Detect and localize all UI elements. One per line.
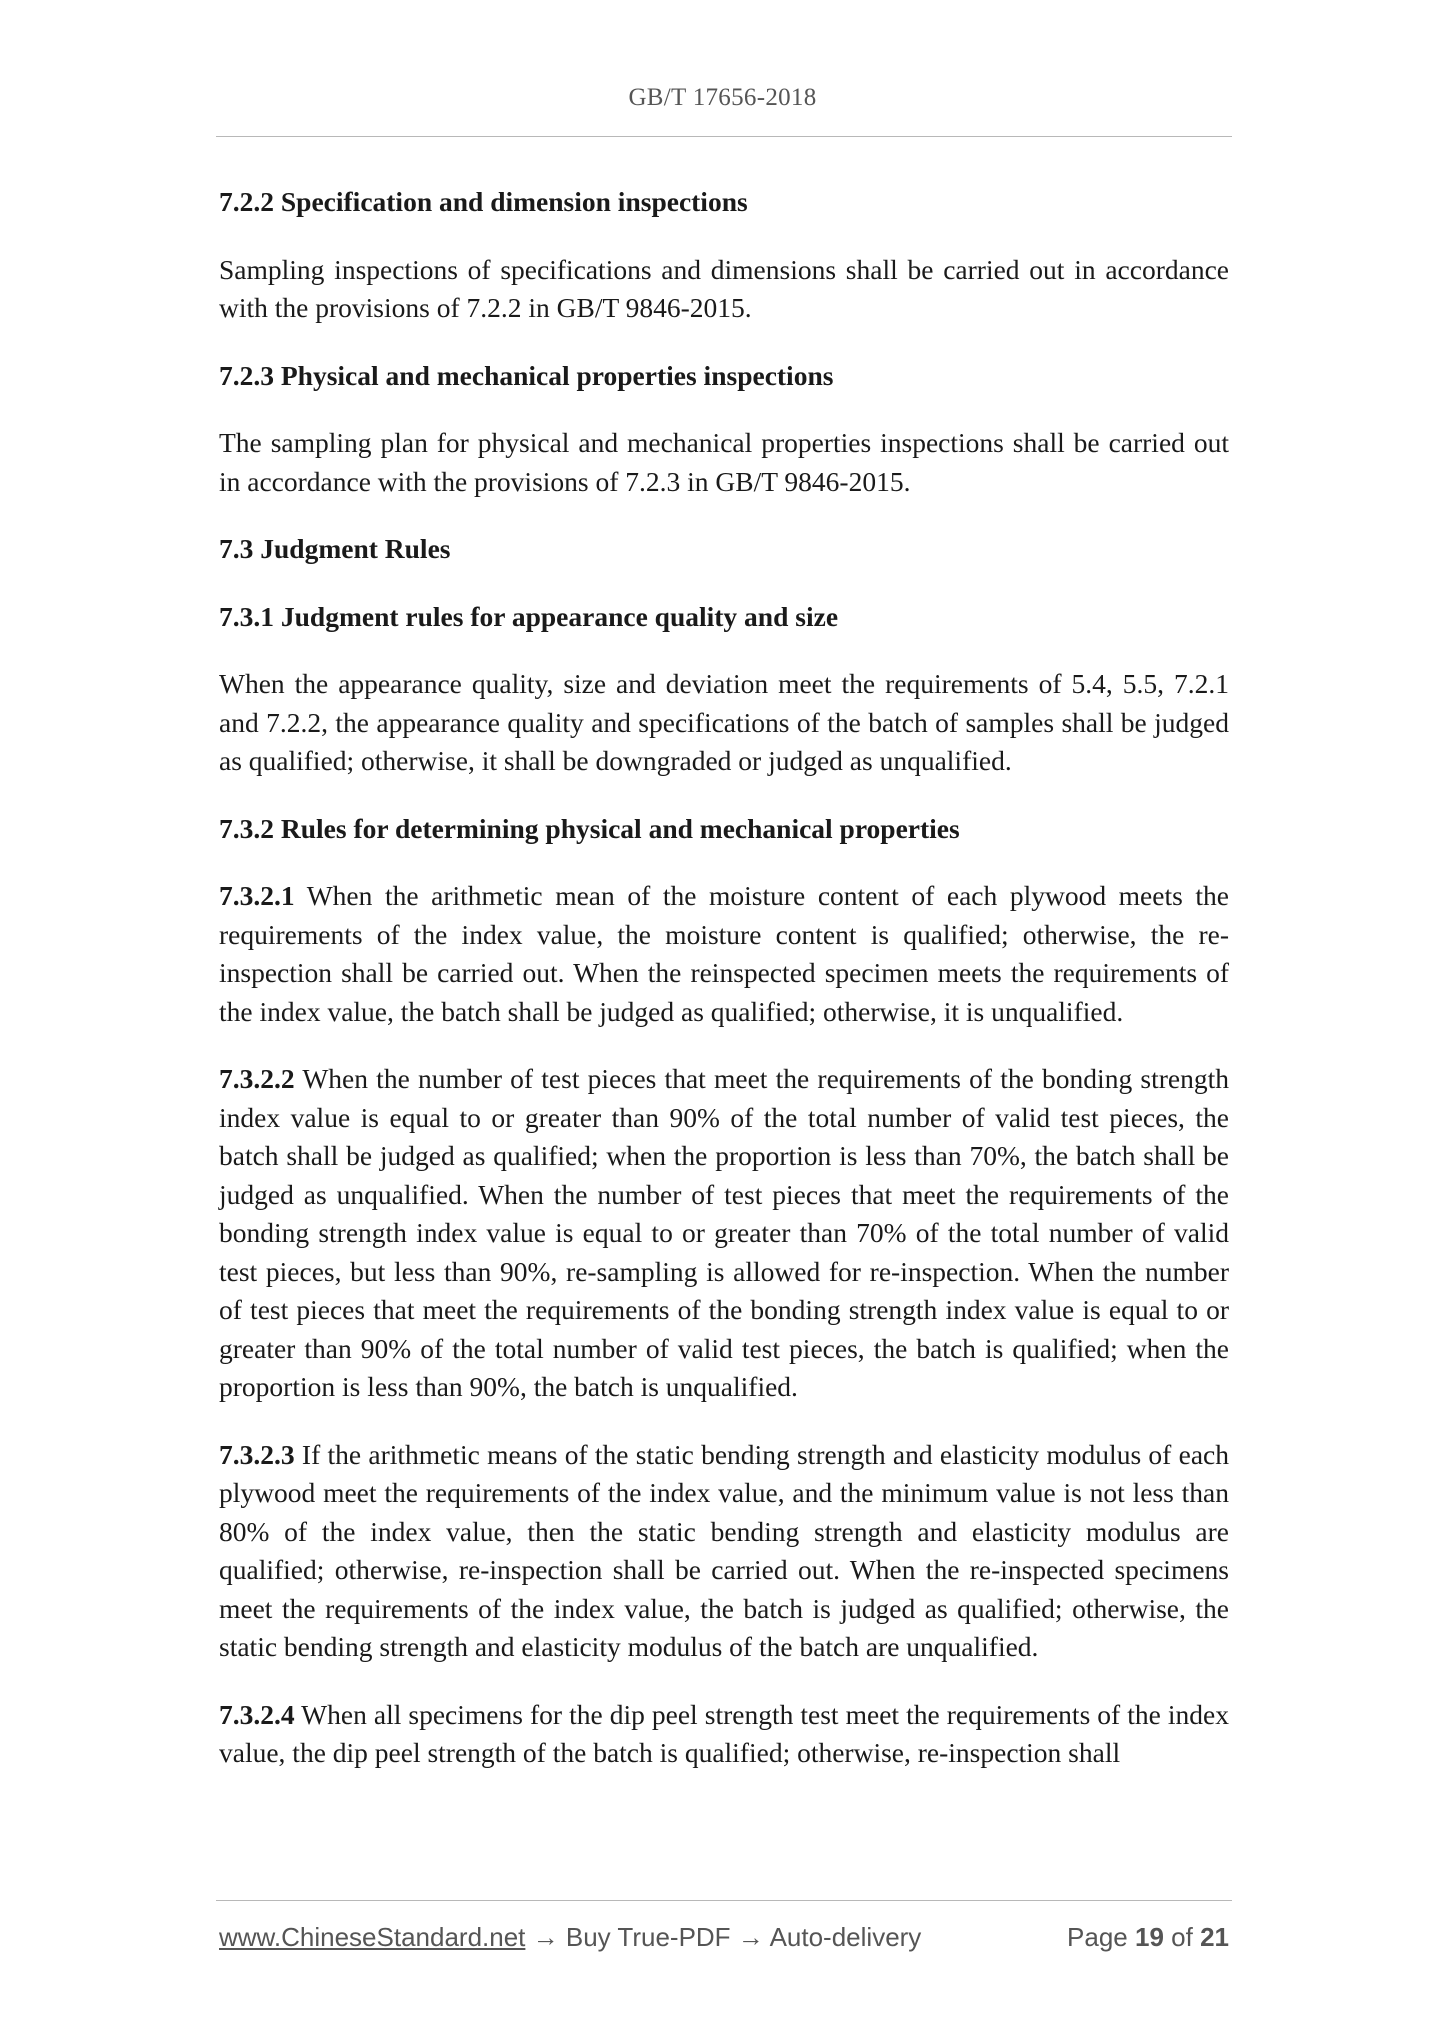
document-body [219,183,1229,1802]
page-footer [219,1922,1229,1958]
clause-text: When the number of test pieces that meet the requirements of the bonding strength index value is equal to or greater than 90% of the total number of valid test pieces, the batch shall be judged as qualified; when the proportion is less than 70%, the batch shall be judged as unqualified. When the number of test pieces that meet the requirements of the bonding strength index value is equal to or greater than 70% of the total number of valid test pieces, but less than 90%, re-sampling is allowed for re-inspection. When the number of test pieces that meet the requirements of the bonding strength index value is equal to or greater than 90% of the total number of valid test pieces, the batch is qualified; when the proportion is less than 90%, the batch is unqualified. [219,1063,1229,1402]
page-label: Page [1067,1922,1128,1952]
clause-number: 7.3.2.3 [219,1438,295,1470]
paragraph-7-2-3: The sampling plan for physical and mechanical properties inspections shall be carried out in accordance with the provisions of 7.2.3 in GB/T 9846-2015. [219,427,1229,497]
heading-7-3-2: 7.3.2 Rules for determining physical and mechanical properties [219,812,960,844]
standard-code-header: GB/T 17656-2018 [628,84,817,111]
footer-promo-text: → Buy True-PDF → Auto-delivery [525,1922,922,1952]
clause-number: 7.3.2.2 [219,1063,295,1094]
clause-7-3-2-3 [219,1436,1229,1667]
footer-divider [216,1900,1232,1901]
clause-text: When all specimens for the dip peel strength test meet the requirements of the index value, the dip peel strength of the batch is qualified; otherwise, re-inspection shall [219,1698,1229,1768]
clause-text: If the arithmetic means of the static bending strength and elasticity modulus of each plywood meet the requirements of the index value, and the minimum value is not less than 80% of the index value, then the static bending strength and elasticity modulus are qualified; otherwise, re-inspection shall be carried out. When the re-inspected specimens meet the requirements of the index value, the batch is judged as qualified; otherwise, the static bending strength and elasticity modulus of the batch are unqualified. [219,1438,1229,1662]
heading-7-3-1: 7.3.1 Judgment rules for appearance quality and size [219,600,839,632]
clause-number: 7.3.2.1 [219,880,295,911]
clause-7-3-2-4 [219,1696,1229,1773]
heading-7-3: 7.3 Judgment Rules [219,533,451,564]
heading-7-2-3: 7.2.3 Physical and mechanical properties inspections [219,359,834,391]
clause-number: 7.3.2.4 [219,1698,295,1730]
clause-7-3-2-1 [219,877,1229,1031]
site-link[interactable]: www.ChineseStandard.net [219,1922,526,1952]
clause-7-3-2-2 [219,1060,1229,1407]
paragraph-7-3-1: When the appearance quality, size and deviation meet the requirements of 5.4, 5.5, 7.2.1 and 7.2.2, the appearance quality and specifications of the batch of samples shall be judged as qualified; otherwise, it shall be downgraded or judged as unqualified. [219,668,1229,776]
footer-promo [219,1922,921,1953]
clause-text: When the arithmetic mean of the moisture content of each plywood meets the requirements of the index value, the moisture content is qualified; otherwise, the re-inspection shall be carried out. When the reinspected specimen meets the requirements of the index value, the batch shall be judged as qualified; otherwise, it is unqualified. [219,880,1229,1027]
page-number: 19 [1135,1922,1164,1952]
page-indicator [1067,1922,1229,1953]
header-divider [216,136,1232,137]
total-pages: 21 [1200,1922,1229,1952]
heading-7-2-2: 7.2.2 Specification and dimension inspections [219,186,748,217]
paragraph-7-2-2: Sampling inspections of specifications and dimensions shall be carried out in accordance with the provisions of 7.2.2 in GB/T 9846-2015. [219,253,1229,323]
of-label: of [1171,1922,1193,1952]
